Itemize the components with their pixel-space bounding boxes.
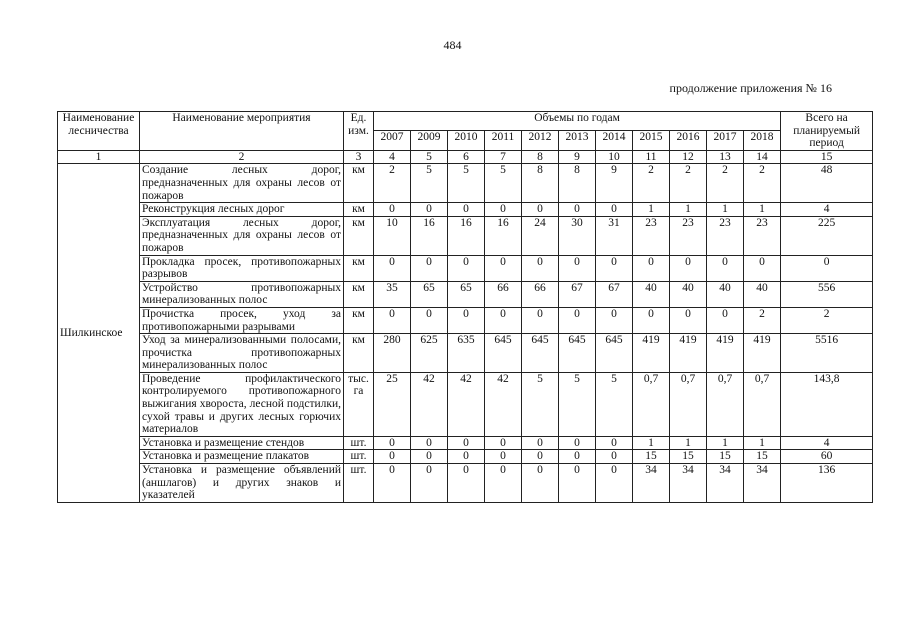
year-value-cell: 34	[670, 464, 707, 503]
year-value-cell: 2	[633, 164, 670, 203]
measure-name-cell: Реконструкция лесных дорог	[140, 203, 344, 217]
year-value-cell: 16	[485, 216, 522, 255]
year-value-cell: 0	[559, 255, 596, 281]
year-value-cell: 5	[522, 372, 559, 436]
year-value-cell: 645	[485, 334, 522, 373]
forestry-name-cell: Шилкинское	[58, 164, 140, 502]
year-value-cell: 0	[559, 436, 596, 450]
measure-name-cell: Прокладка просек, противопожарных разрывов	[140, 255, 344, 281]
year-value-cell: 65	[411, 281, 448, 307]
year-value-cell: 0	[485, 255, 522, 281]
year-value-cell: 645	[522, 334, 559, 373]
total-cell: 4	[781, 436, 873, 450]
year-header-cell: 2014	[596, 131, 633, 150]
year-header-cell: 2015	[633, 131, 670, 150]
table-row	[58, 255, 873, 281]
year-value-cell: 8	[522, 164, 559, 203]
year-value-cell: 0	[448, 464, 485, 503]
total-cell: 556	[781, 281, 873, 307]
year-value-cell: 0	[485, 450, 522, 464]
year-value-cell: 0	[559, 307, 596, 333]
year-value-cell: 0	[596, 436, 633, 450]
total-cell: 143,8	[781, 372, 873, 436]
year-value-cell: 16	[411, 216, 448, 255]
year-value-cell: 645	[559, 334, 596, 373]
year-value-cell: 16	[448, 216, 485, 255]
year-header-cell: 2017	[707, 131, 744, 150]
year-value-cell: 0	[596, 307, 633, 333]
year-value-cell: 2	[707, 164, 744, 203]
column-number-cell: 13	[707, 150, 744, 164]
year-value-cell: 0	[411, 464, 448, 503]
year-value-cell: 0	[411, 436, 448, 450]
year-value-cell: 0	[596, 203, 633, 217]
year-value-cell: 10	[374, 216, 411, 255]
year-value-cell: 0	[374, 436, 411, 450]
year-value-cell: 1	[707, 203, 744, 217]
year-header-cell: 2010	[448, 131, 485, 150]
header-measure: Наименование мероприятия	[140, 112, 344, 151]
measure-name-cell: Уход за минерализованными полосами, прочистка противопожарных минерализованных полос	[140, 334, 344, 373]
table-row	[58, 334, 873, 373]
year-value-cell: 0	[707, 255, 744, 281]
column-number-cell: 10	[596, 150, 633, 164]
year-value-cell: 419	[633, 334, 670, 373]
forestry-measures-table	[57, 111, 873, 503]
year-value-cell: 2	[670, 164, 707, 203]
unit-cell: шт.	[344, 450, 374, 464]
year-value-cell: 15	[670, 450, 707, 464]
year-value-cell: 645	[596, 334, 633, 373]
year-value-cell: 635	[448, 334, 485, 373]
year-value-cell: 0	[522, 307, 559, 333]
measure-name-cell: Установка и размещение объявлений (аншлагов) и других знаков и указателей	[140, 464, 344, 503]
total-cell: 5516	[781, 334, 873, 373]
measure-name-cell: Устройство противопожарных минерализованных полос	[140, 281, 344, 307]
year-value-cell: 419	[744, 334, 781, 373]
year-value-cell: 34	[707, 464, 744, 503]
column-number-cell: 1	[58, 150, 140, 164]
year-value-cell: 2	[744, 164, 781, 203]
continuation-caption: продолжение приложения № 16	[669, 81, 832, 95]
measure-name-cell: Прочистка просек, уход за противопожарными разрывами	[140, 307, 344, 333]
total-cell: 48	[781, 164, 873, 203]
year-value-cell: 67	[559, 281, 596, 307]
year-value-cell: 23	[707, 216, 744, 255]
year-value-cell: 23	[744, 216, 781, 255]
unit-cell: тыс. га	[344, 372, 374, 436]
year-value-cell: 65	[448, 281, 485, 307]
header-row-1	[58, 112, 873, 131]
unit-cell: шт.	[344, 436, 374, 450]
year-value-cell: 24	[522, 216, 559, 255]
column-number-cell: 11	[633, 150, 670, 164]
year-value-cell: 0	[374, 450, 411, 464]
year-value-cell: 625	[411, 334, 448, 373]
year-value-cell: 8	[559, 164, 596, 203]
measure-name-cell: Проведение профилактического контролируемого противопожарного выжигания хвороста, лесной подстилки, сухой травы и других лесных горючих материалов	[140, 372, 344, 436]
year-header-cell: 2013	[559, 131, 596, 150]
year-value-cell: 34	[633, 464, 670, 503]
year-value-cell: 0	[485, 464, 522, 503]
table-row	[58, 372, 873, 436]
table-row	[58, 464, 873, 503]
year-value-cell: 66	[485, 281, 522, 307]
total-cell: 4	[781, 203, 873, 217]
year-value-cell: 40	[707, 281, 744, 307]
table-row	[58, 203, 873, 217]
year-value-cell: 0	[374, 307, 411, 333]
table-row	[58, 450, 873, 464]
header-total: Всего на планируемый период	[781, 112, 873, 151]
year-value-cell: 0	[374, 203, 411, 217]
header-volumes: Объемы по годам	[374, 112, 781, 131]
year-value-cell: 1	[633, 203, 670, 217]
year-header-cell: 2007	[374, 131, 411, 150]
year-value-cell: 0	[596, 464, 633, 503]
year-value-cell: 0	[670, 255, 707, 281]
table-row	[58, 436, 873, 450]
unit-cell: км	[344, 164, 374, 203]
unit-cell: км	[344, 307, 374, 333]
year-value-cell: 42	[411, 372, 448, 436]
year-value-cell: 30	[559, 216, 596, 255]
column-number-cell: 3	[344, 150, 374, 164]
page-number: 484	[443, 38, 462, 52]
year-value-cell: 0	[485, 203, 522, 217]
year-value-cell: 0	[559, 203, 596, 217]
year-value-cell: 1	[670, 436, 707, 450]
year-value-cell: 0,7	[744, 372, 781, 436]
total-cell: 225	[781, 216, 873, 255]
table-row	[58, 281, 873, 307]
total-cell: 60	[781, 450, 873, 464]
header-forestry: Наименование лесничества	[58, 112, 140, 151]
header-unit: Ед. изм.	[344, 112, 374, 151]
total-cell: 2	[781, 307, 873, 333]
unit-cell: шт.	[344, 464, 374, 503]
table-row	[58, 216, 873, 255]
year-value-cell: 1	[633, 436, 670, 450]
year-value-cell: 0	[448, 307, 485, 333]
column-number-cell: 14	[744, 150, 781, 164]
year-value-cell: 0,7	[670, 372, 707, 436]
column-number-cell: 8	[522, 150, 559, 164]
year-value-cell: 0	[374, 255, 411, 281]
year-value-cell: 0	[448, 436, 485, 450]
column-number-cell: 6	[448, 150, 485, 164]
year-value-cell: 0	[411, 450, 448, 464]
year-header-cell: 2016	[670, 131, 707, 150]
table-row	[58, 164, 873, 203]
year-value-cell: 0	[707, 307, 744, 333]
year-value-cell: 0	[522, 450, 559, 464]
measure-name-cell: Создание лесных дорог, предназначенных для охраны лесов от пожаров	[140, 164, 344, 203]
unit-cell: км	[344, 334, 374, 373]
year-value-cell: 15	[744, 450, 781, 464]
unit-cell: км	[344, 281, 374, 307]
measure-name-cell: Установка и размещение плакатов	[140, 450, 344, 464]
year-value-cell: 40	[670, 281, 707, 307]
year-value-cell: 0	[744, 255, 781, 281]
measure-name-cell: Эксплуатация лесных дорог, предназначенных для охраны лесов от пожаров	[140, 216, 344, 255]
column-numbers-row	[58, 150, 873, 164]
column-number-cell: 9	[559, 150, 596, 164]
year-header-cell: 2009	[411, 131, 448, 150]
year-value-cell: 0	[522, 436, 559, 450]
unit-cell: км	[344, 255, 374, 281]
year-value-cell: 2	[374, 164, 411, 203]
year-value-cell: 1	[670, 203, 707, 217]
year-value-cell: 35	[374, 281, 411, 307]
year-value-cell: 0	[411, 307, 448, 333]
column-number-cell: 15	[781, 150, 873, 164]
year-header-cell: 2011	[485, 131, 522, 150]
year-value-cell: 0	[633, 255, 670, 281]
column-number-cell: 5	[411, 150, 448, 164]
year-value-cell: 0	[670, 307, 707, 333]
year-value-cell: 280	[374, 334, 411, 373]
year-value-cell: 15	[633, 450, 670, 464]
year-value-cell: 419	[707, 334, 744, 373]
column-number-cell: 4	[374, 150, 411, 164]
year-value-cell: 34	[744, 464, 781, 503]
year-value-cell: 5	[448, 164, 485, 203]
year-value-cell: 0	[448, 450, 485, 464]
year-value-cell: 40	[744, 281, 781, 307]
year-value-cell: 25	[374, 372, 411, 436]
year-value-cell: 0	[448, 203, 485, 217]
year-header-cell: 2012	[522, 131, 559, 150]
year-value-cell: 9	[596, 164, 633, 203]
year-value-cell: 419	[670, 334, 707, 373]
year-value-cell: 67	[596, 281, 633, 307]
unit-cell: км	[344, 216, 374, 255]
year-value-cell: 2	[744, 307, 781, 333]
year-value-cell: 0	[559, 450, 596, 464]
year-value-cell: 23	[670, 216, 707, 255]
year-value-cell: 1	[744, 203, 781, 217]
year-value-cell: 0	[522, 203, 559, 217]
year-value-cell: 0	[522, 464, 559, 503]
total-cell: 136	[781, 464, 873, 503]
year-value-cell: 42	[485, 372, 522, 436]
year-value-cell: 0	[596, 255, 633, 281]
year-value-cell: 1	[744, 436, 781, 450]
year-value-cell: 5	[559, 372, 596, 436]
column-number-cell: 12	[670, 150, 707, 164]
total-cell: 0	[781, 255, 873, 281]
year-value-cell: 0	[448, 255, 485, 281]
year-value-cell: 15	[707, 450, 744, 464]
year-value-cell: 5	[411, 164, 448, 203]
year-value-cell: 0	[411, 255, 448, 281]
year-value-cell: 40	[633, 281, 670, 307]
year-value-cell: 23	[633, 216, 670, 255]
year-value-cell: 0	[411, 203, 448, 217]
year-value-cell: 31	[596, 216, 633, 255]
year-value-cell: 0	[485, 436, 522, 450]
column-number-cell: 2	[140, 150, 344, 164]
year-value-cell: 0,7	[633, 372, 670, 436]
year-value-cell: 5	[596, 372, 633, 436]
year-value-cell: 0	[374, 464, 411, 503]
year-value-cell: 0	[485, 307, 522, 333]
table-row	[58, 307, 873, 333]
year-value-cell: 0	[559, 464, 596, 503]
unit-cell: км	[344, 203, 374, 217]
year-value-cell: 66	[522, 281, 559, 307]
year-value-cell: 0	[633, 307, 670, 333]
year-header-cell: 2018	[744, 131, 781, 150]
year-value-cell: 1	[707, 436, 744, 450]
year-value-cell: 0	[522, 255, 559, 281]
year-value-cell: 0	[596, 450, 633, 464]
year-value-cell: 5	[485, 164, 522, 203]
measure-name-cell: Установка и размещение стендов	[140, 436, 344, 450]
column-number-cell: 7	[485, 150, 522, 164]
year-value-cell: 42	[448, 372, 485, 436]
year-value-cell: 0,7	[707, 372, 744, 436]
